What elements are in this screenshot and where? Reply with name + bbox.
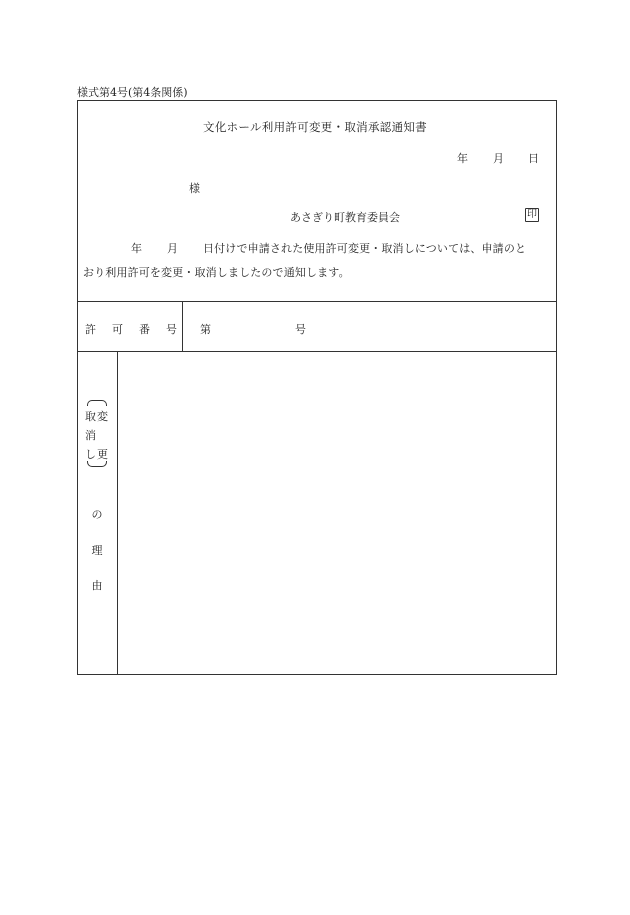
permit-column-divider [182, 301, 183, 351]
reason-bracket-bottom [87, 461, 107, 467]
permit-label-char: 許 [85, 323, 96, 336]
reason-label-yu: 由 [91, 579, 103, 592]
body-month: 月 [167, 242, 178, 255]
divider-top [77, 301, 556, 302]
reason-label-char: 取 [85, 410, 96, 423]
permit-label-char: 番 [139, 323, 150, 336]
reason-bracket-top [87, 400, 107, 406]
reason-label-char: 消 [85, 429, 96, 442]
permit-number-suffix: 号 [295, 323, 306, 336]
reason-column-divider [117, 351, 118, 674]
body-year: 年 [131, 242, 142, 255]
form-number-label: 様式第4号(第4条関係) [77, 86, 188, 99]
issuer-name: あさぎり町教育委員会 [290, 211, 400, 224]
reason-label-char: 変 [97, 410, 108, 423]
body-text-line1: 日付けで申請された使用許可変更・取消しについては、申請のと [203, 242, 527, 255]
seal-mark: 印 [527, 209, 537, 220]
reason-label-no: の [91, 508, 103, 521]
addressee-honorific: 様 [189, 182, 200, 195]
reason-label-char: し [85, 448, 96, 461]
body-text-line2: おり利用許可を変更・取消しましたので通知します。 [83, 266, 350, 279]
permit-label-char: 可 [112, 323, 123, 336]
date-month: 月 [493, 152, 504, 165]
document-title: 文化ホール利用許可変更・取消承認通知書 [203, 120, 427, 134]
divider-middle [77, 351, 556, 352]
reason-label-ri: 理 [91, 544, 103, 557]
permit-number-prefix: 第 [200, 323, 211, 336]
permit-label-char: 号 [166, 323, 177, 336]
reason-label-char: 更 [97, 448, 108, 461]
date-year: 年 [457, 152, 468, 165]
reason-input-area[interactable] [120, 355, 552, 669]
date-day: 日 [528, 152, 539, 165]
